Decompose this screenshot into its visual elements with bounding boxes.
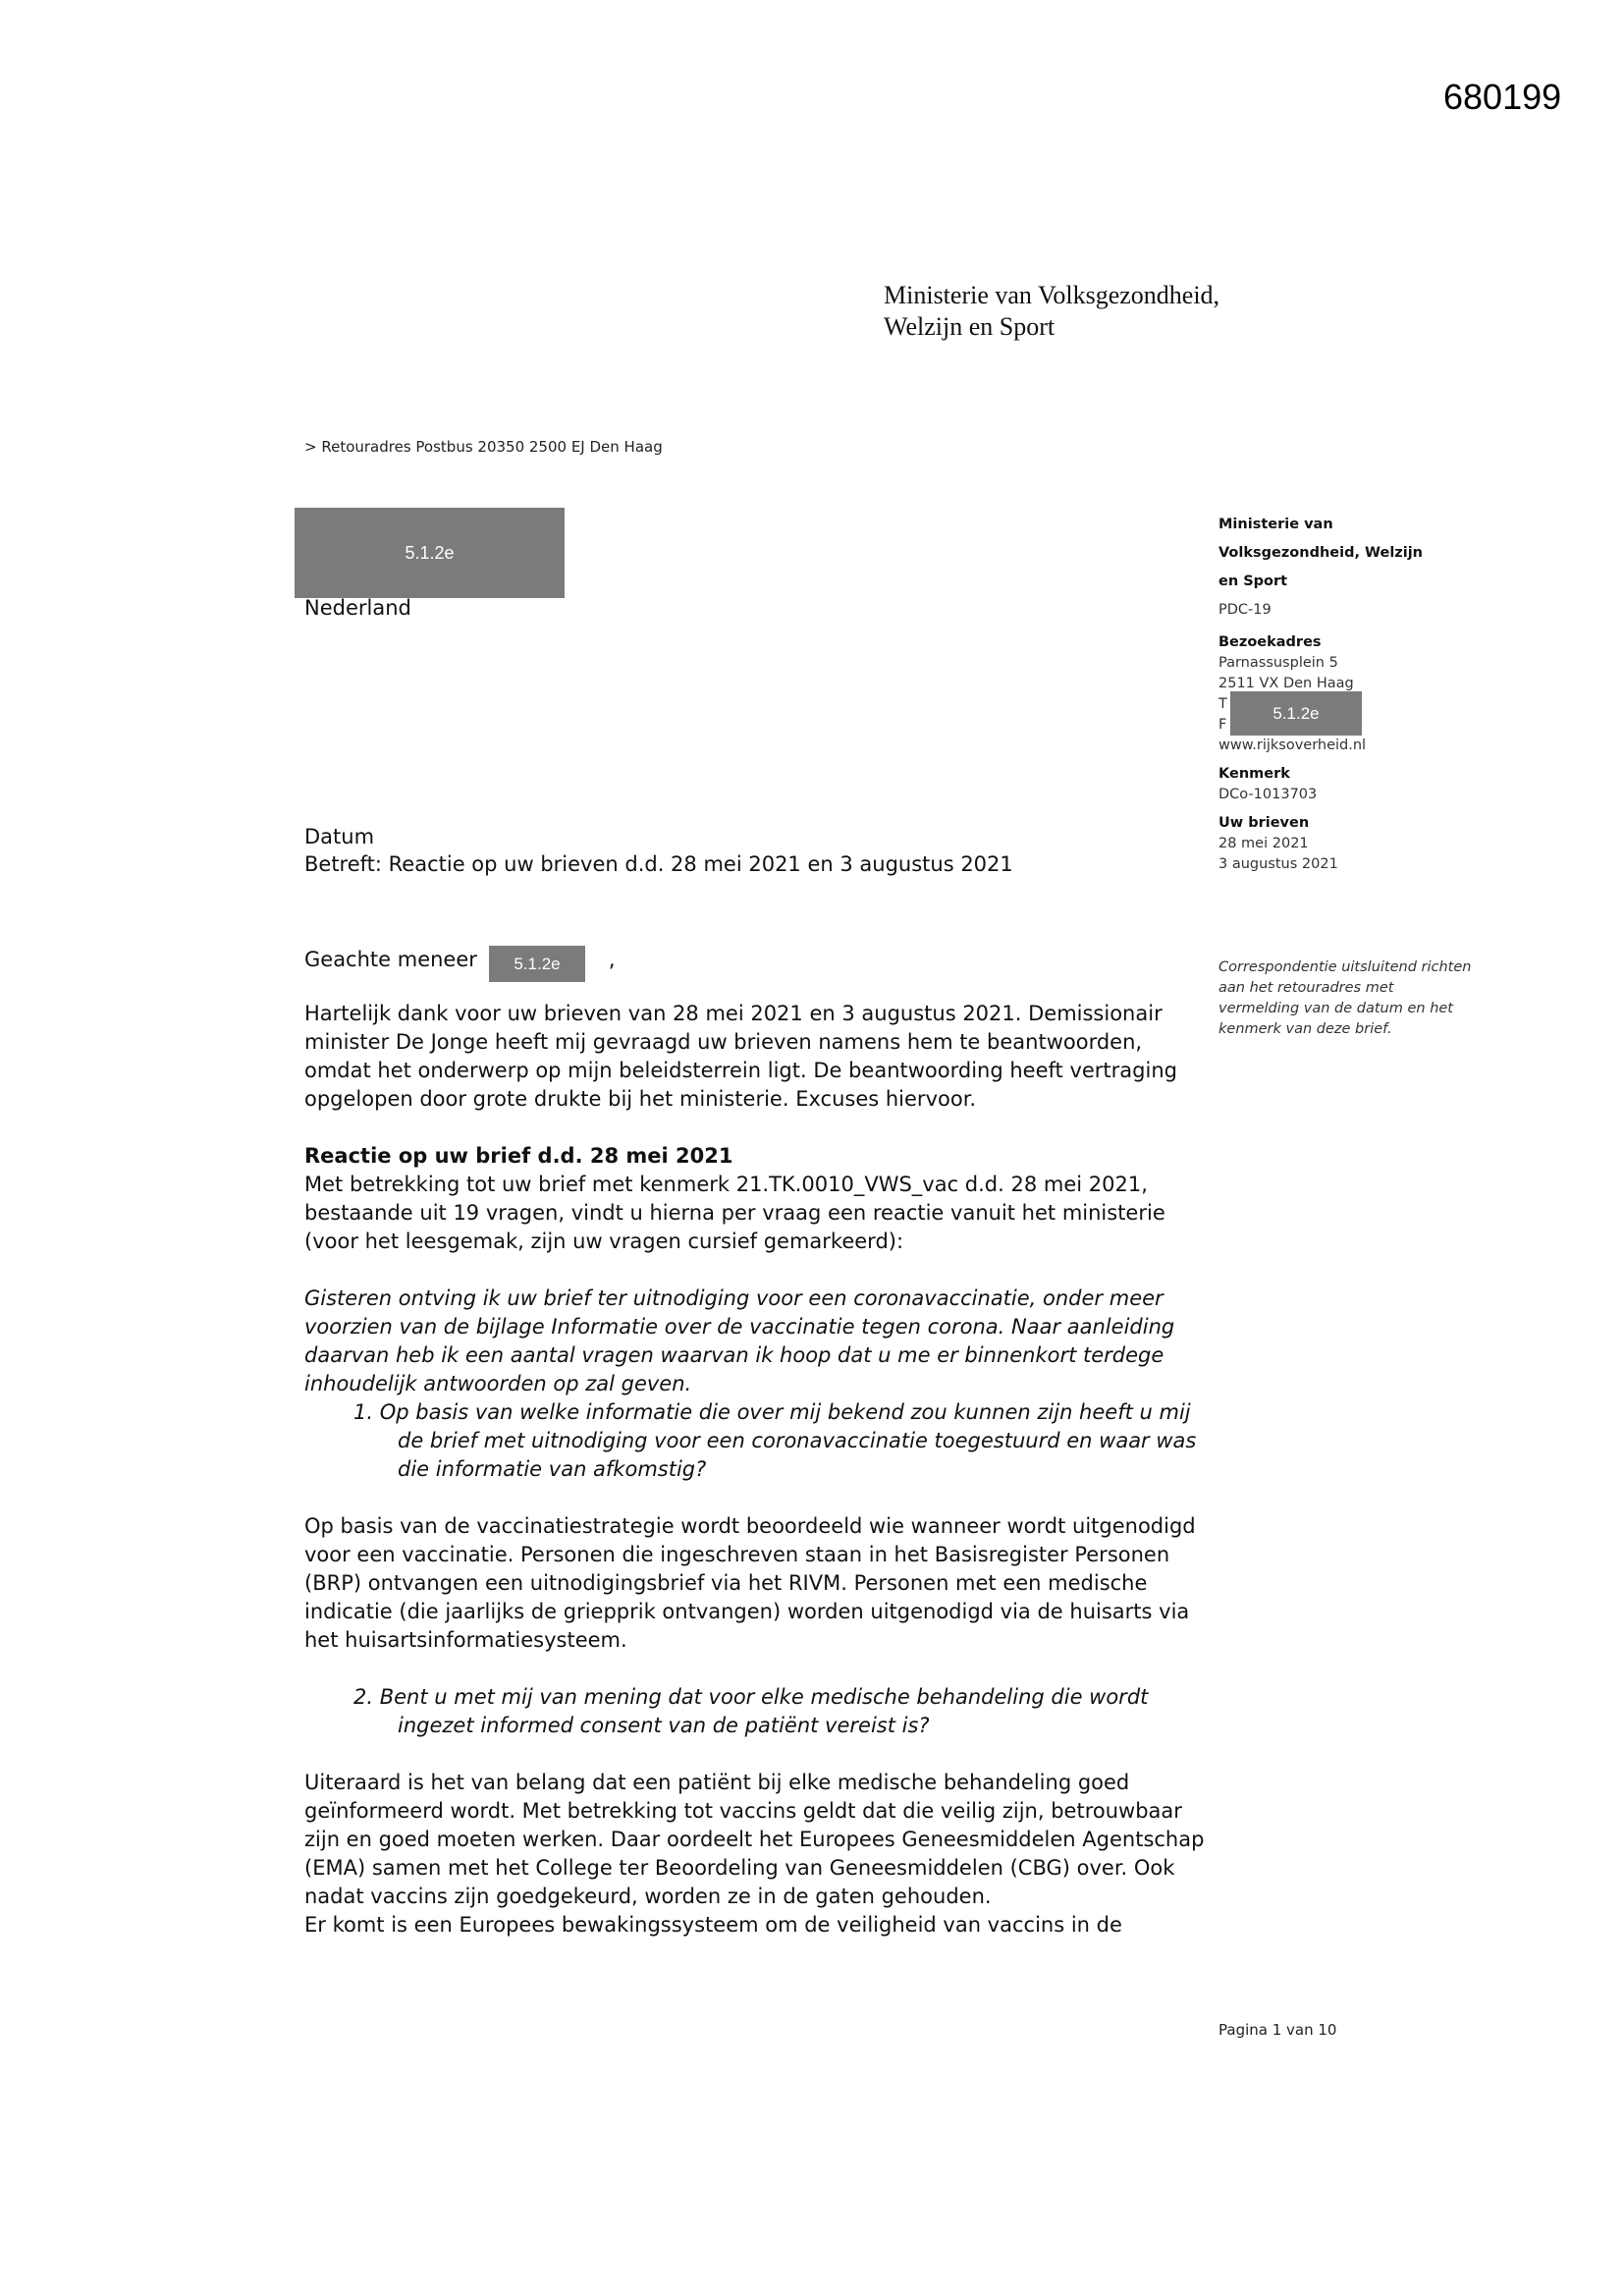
sidebar-kenmerk-label: Kenmerk bbox=[1218, 766, 1290, 782]
sidebar-postcode: 2511 VX Den Haag bbox=[1218, 676, 1354, 691]
question-2: 2. Bent u met mij van mening dat voor elke medische behandeling die wordt ingezet informed consent van de patiënt vereist is? bbox=[353, 1685, 1149, 1737]
sidebar-org-line-2: Volksgezondheid, Welzijn bbox=[1218, 545, 1423, 561]
redaction-addressee: 5.1.2e bbox=[295, 508, 565, 598]
sidebar-org-line-3: en Sport bbox=[1218, 574, 1288, 589]
section-heading: Reactie op uw brief d.d. 28 mei 2021 bbox=[304, 1144, 733, 1168]
sidebar-visit-label: Bezoekadres bbox=[1218, 634, 1322, 650]
date-label: Datum bbox=[304, 825, 375, 848]
answer-1: Op basis van de vaccinatiestrategie wordt beoordeeld wie wanneer wordt uitgenodigd voor een vaccinatie. Personen die ingeschreven staan in het Basisregister Personen (BRP) ontvangen een uitnodigingsbrief via het RIVM. Personen met een medische indicatie (die jaarlijks de griepprik ontvangen) worden uitgenodigd via de huisarts via het huisartsinformatiesysteem. bbox=[304, 1514, 1196, 1652]
answer-2-continued: Er komt is een Europees bewakingssysteem om de veiligheid van vaccins in de bbox=[304, 1913, 1122, 1937]
quote-paragraph: Gisteren ontving ik uw brief ter uitnodiging voor een coronavaccinatie, onder meer voorzien van de bijlage Informatie over de vaccinatie tegen corona. Naar aanleiding daarvan heb ik een aantal vragen waarvan ik hoop dat u me er binnenkort terdege inhoudelijk antwoorden op zal geven. bbox=[304, 1286, 1175, 1395]
sidebar-letter-date-2: 3 augustus 2021 bbox=[1218, 856, 1338, 872]
letter-body bbox=[304, 946, 1208, 1940]
addressee-country: Nederland bbox=[304, 596, 411, 620]
salutation bbox=[304, 946, 1208, 974]
salutation-text: Geachte meneer bbox=[304, 948, 477, 971]
logo-line-2: Welzijn en Sport bbox=[884, 312, 1056, 341]
sidebar-letter-date-1: 28 mei 2021 bbox=[1218, 836, 1309, 851]
salutation-end: , bbox=[608, 948, 616, 971]
subject-line: Betreft: Reactie op uw brieven d.d. 28 mei 2021 en 3 augustus 2021 bbox=[304, 852, 1013, 876]
sidebar-phone-prefix: T bbox=[1218, 696, 1227, 712]
ministry-logo-text bbox=[884, 280, 1219, 343]
sidebar-street: Parnassusplein 5 bbox=[1218, 655, 1338, 671]
date-subject-block bbox=[304, 823, 1013, 878]
redaction-salutation-name: 5.1.2e bbox=[489, 946, 585, 982]
sidebar-website: www.rijksoverheid.nl bbox=[1218, 738, 1367, 753]
sidebar-letters-label: Uw brieven bbox=[1218, 815, 1310, 831]
sidebar-fax-prefix: F bbox=[1218, 717, 1227, 733]
sidebar-org-line-1: Ministerie van bbox=[1218, 517, 1333, 532]
question-1: 1. Op basis van welke informatie die over mij bekend zou kunnen zijn heeft u mij de brief met uitnodiging voor een coronavaccinatie toegestuurd en waar was die informatie van afkomstig? bbox=[353, 1400, 1197, 1481]
page-indicator: Pagina 1 van 10 bbox=[1218, 2021, 1337, 2039]
sidebar-department: PDC-19 bbox=[1218, 602, 1272, 618]
sidebar-kenmerk-value: DCo-1013703 bbox=[1218, 787, 1318, 802]
intro-paragraph: Hartelijk dank voor uw brieven van 28 mei 2021 en 3 augustus 2021. Demissionair minister De Jonge heeft mij gevraagd uw brieven namens hem te beantwoorden, omdat het onderwerp op mijn beleidsterrein ligt. De beantwoording heeft vertraging opgelopen door grote drukte bij het ministerie. Excuses hiervoor. bbox=[304, 1002, 1177, 1111]
correspondence-note: Correspondentie uitsluitend richten aan het retouradres met vermelding van de datum en het kenmerk van deze brief. bbox=[1218, 959, 1472, 1037]
document-number: 680199 bbox=[1443, 77, 1562, 117]
logo-line-1: Ministerie van Volksgezondheid, bbox=[884, 281, 1220, 309]
answer-2: Uiteraard is het van belang dat een patiënt bij elke medische behandeling goed geïnformeerd wordt. Met betrekking tot vaccins geldt dat die veilig zijn, betrouwbaar zijn en goed moeten werken. Daar oordeelt het Europees Geneesmiddelen Agentschap (EMA) samen met het College ter Beoordeling van Geneesmiddelen (CBG) over. Ook nadat vaccins zijn goedgekeurd, worden ze in de gaten gehouden. bbox=[304, 1771, 1205, 1908]
method-paragraph: Met betrekking tot uw brief met kenmerk 21.TK.0010_VWS_vac d.d. 28 mei 2021, bestaande uit 19 vragen, vindt u hierna per vraag een reactie vanuit het ministerie (voor het leesgemak, zijn uw vragen cursief gemarkeerd): bbox=[304, 1173, 1165, 1253]
redaction-phone-fax: 5.1.2e bbox=[1230, 691, 1362, 736]
return-address: > Retouradres Postbus 20350 2500 EJ Den Haag bbox=[304, 438, 663, 456]
